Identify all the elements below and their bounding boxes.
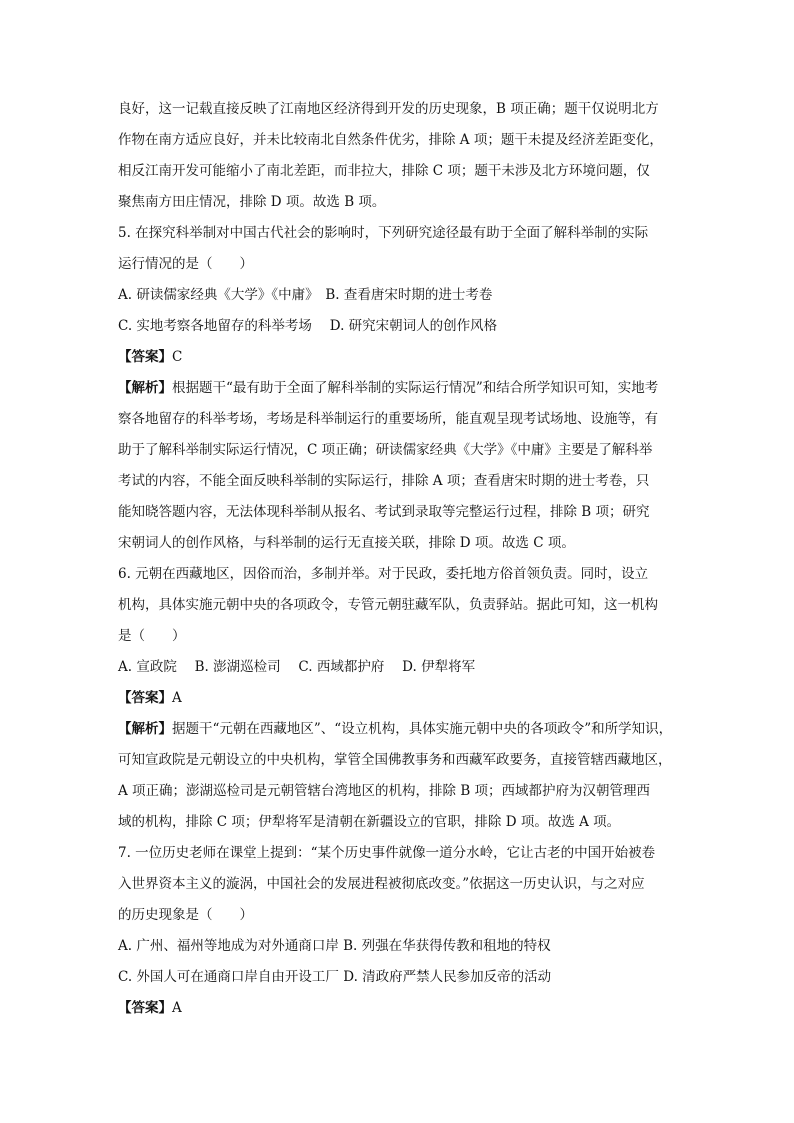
text-line: [118, 900, 678, 931]
text-line: [118, 993, 678, 1024]
text-line: [118, 187, 678, 218]
line-text: 相反江南开发可能缩小了南北差距，而非拉大，排除 C 项；题干未涉及北方环境问题，仅: [118, 163, 650, 179]
line-text: 察各地留存的科举考场，考场是科举制运行的重要场所，能直观呈现考试场地、设施等，有: [118, 411, 658, 427]
line-text: C: [172, 349, 183, 365]
line-text: 域的机构，排除 C 项；伊犁将军是清朝在新疆设立的官职，排除 D 项。故选 A 项。: [118, 814, 621, 830]
line-text: 是（ ）: [118, 628, 186, 644]
text-line: [118, 156, 678, 187]
line-text: 可知宣政院是元朝设立的中央机构，掌管全国佛教事务和西藏军政要务，直接管辖西藏地区，: [118, 752, 672, 768]
section-label: 【解析】: [118, 380, 172, 396]
text-line: [118, 559, 678, 590]
line-text: 的历史现象是（ ）: [118, 907, 253, 923]
line-text: C. 外国人可在通商口岸自由开设工厂 D. 清政府严禁人民参加反帝的活动: [118, 969, 552, 985]
line-text: 助于了解科举制实际运行情况，C 项正确；研读儒家经典《大学》《中庸》主要是了解科举: [118, 442, 653, 458]
line-text: A: [172, 690, 182, 706]
text-line: [118, 466, 678, 497]
line-text: C. 实地考察各地留存的科举考场 D. 研究宋朝词人的创作风格: [118, 318, 498, 334]
text-line: [118, 807, 678, 838]
text-line: [118, 621, 678, 652]
line-text: 7. 一位历史老师在课堂上提到：“某个历史事件就像一道分水岭，它让古老的中国开始被卷: [118, 845, 656, 861]
text-line: [118, 311, 678, 342]
section-label: 【答案】: [118, 690, 172, 706]
section-label: 【答案】: [118, 1000, 172, 1016]
text-line: [118, 218, 678, 249]
text-line: [118, 342, 678, 373]
text-line: [118, 869, 678, 900]
line-text: A: [172, 1000, 182, 1016]
text-line: [118, 931, 678, 962]
line-text: A. 广州、福州等地成为对外通商口岸 B. 列强在华获得传教和租地的特权: [118, 938, 551, 954]
line-text: A. 宣政院 B. 澎湖巡检司 C. 西域都护府 D. 伊犁将军: [118, 659, 476, 675]
text-line: [118, 497, 678, 528]
line-text: 机构，具体实施元朝中央的各项政令，专管元朝驻藏军队，负责驿站。据此可知，这一机构: [118, 597, 658, 613]
line-text: A. 研读儒家经典《大学》《中庸》 B. 查看唐宋时期的进士考卷: [118, 287, 493, 303]
line-text: 根据题干“最有助于全面了解科举制的实际运行情况”和结合所学知识可知，实地考: [172, 380, 659, 396]
text-line: [118, 94, 678, 125]
section-label: 【答案】: [118, 349, 172, 365]
text-line: [118, 590, 678, 621]
text-line: [118, 280, 678, 311]
line-text: 入世界资本主义的漩涡，中国社会的发展进程被彻底改变。”依据这一历史认识，与之对应: [118, 876, 645, 892]
text-line: [118, 528, 678, 559]
line-text: 良好，这一记载直接反映了江南地区经济得到开发的历史现象，B 项正确；题干仅说明北方: [118, 101, 659, 117]
line-text: 聚焦南方田庄情况，排除 D 项。故选 B 项。: [118, 194, 386, 210]
text-line: [118, 249, 678, 280]
text-line: [118, 745, 678, 776]
line-text: 6. 元朝在西藏地区，因俗而治，多制并举。对于民政，委托地方俗首领负责。同时，设立: [118, 566, 649, 582]
text-line: [118, 404, 678, 435]
text-line: [118, 373, 678, 404]
text-line: [118, 652, 678, 683]
line-text: 5. 在探究科举制对中国古代社会的影响时，下列研究途径最有助于全面了解科举制的实际: [118, 225, 649, 241]
text-line: [118, 714, 678, 745]
line-text: 能知晓答题内容，无法体现科举制从报名、考试到录取等完整运行过程，排除 B 项；研究: [118, 504, 650, 520]
line-text: 运行情况的是（ ）: [118, 256, 253, 272]
text-line: [118, 683, 678, 714]
document-page: [118, 94, 678, 1024]
text-line: [118, 962, 678, 993]
line-text: 考试的内容，不能全面反映科举制的实际运行，排除 A 项；查看唐宋时期的进士考卷，只: [118, 473, 650, 489]
line-text: 据题干“元朝在西藏地区”、“设立机构，具体实施元朝中央的各项政令”和所学知识，: [172, 721, 673, 737]
line-text: 宋朝词人的创作风格，与科举制的运行无直接关联，排除 D 项。故选 C 项。: [118, 535, 575, 551]
text-line: [118, 776, 678, 807]
text-line: [118, 838, 678, 869]
section-label: 【解析】: [118, 721, 172, 737]
line-text: A 项正确；澎湖巡检司是元朝管辖台湾地区的机构，排除 B 项；西域都护府为汉朝管理西: [118, 783, 651, 799]
text-line: [118, 435, 678, 466]
line-text: 作物在南方适应良好，并未比较南北自然条件优劣，排除 A 项；题干未提及经济差距变化，: [118, 132, 663, 148]
text-line: [118, 125, 678, 156]
